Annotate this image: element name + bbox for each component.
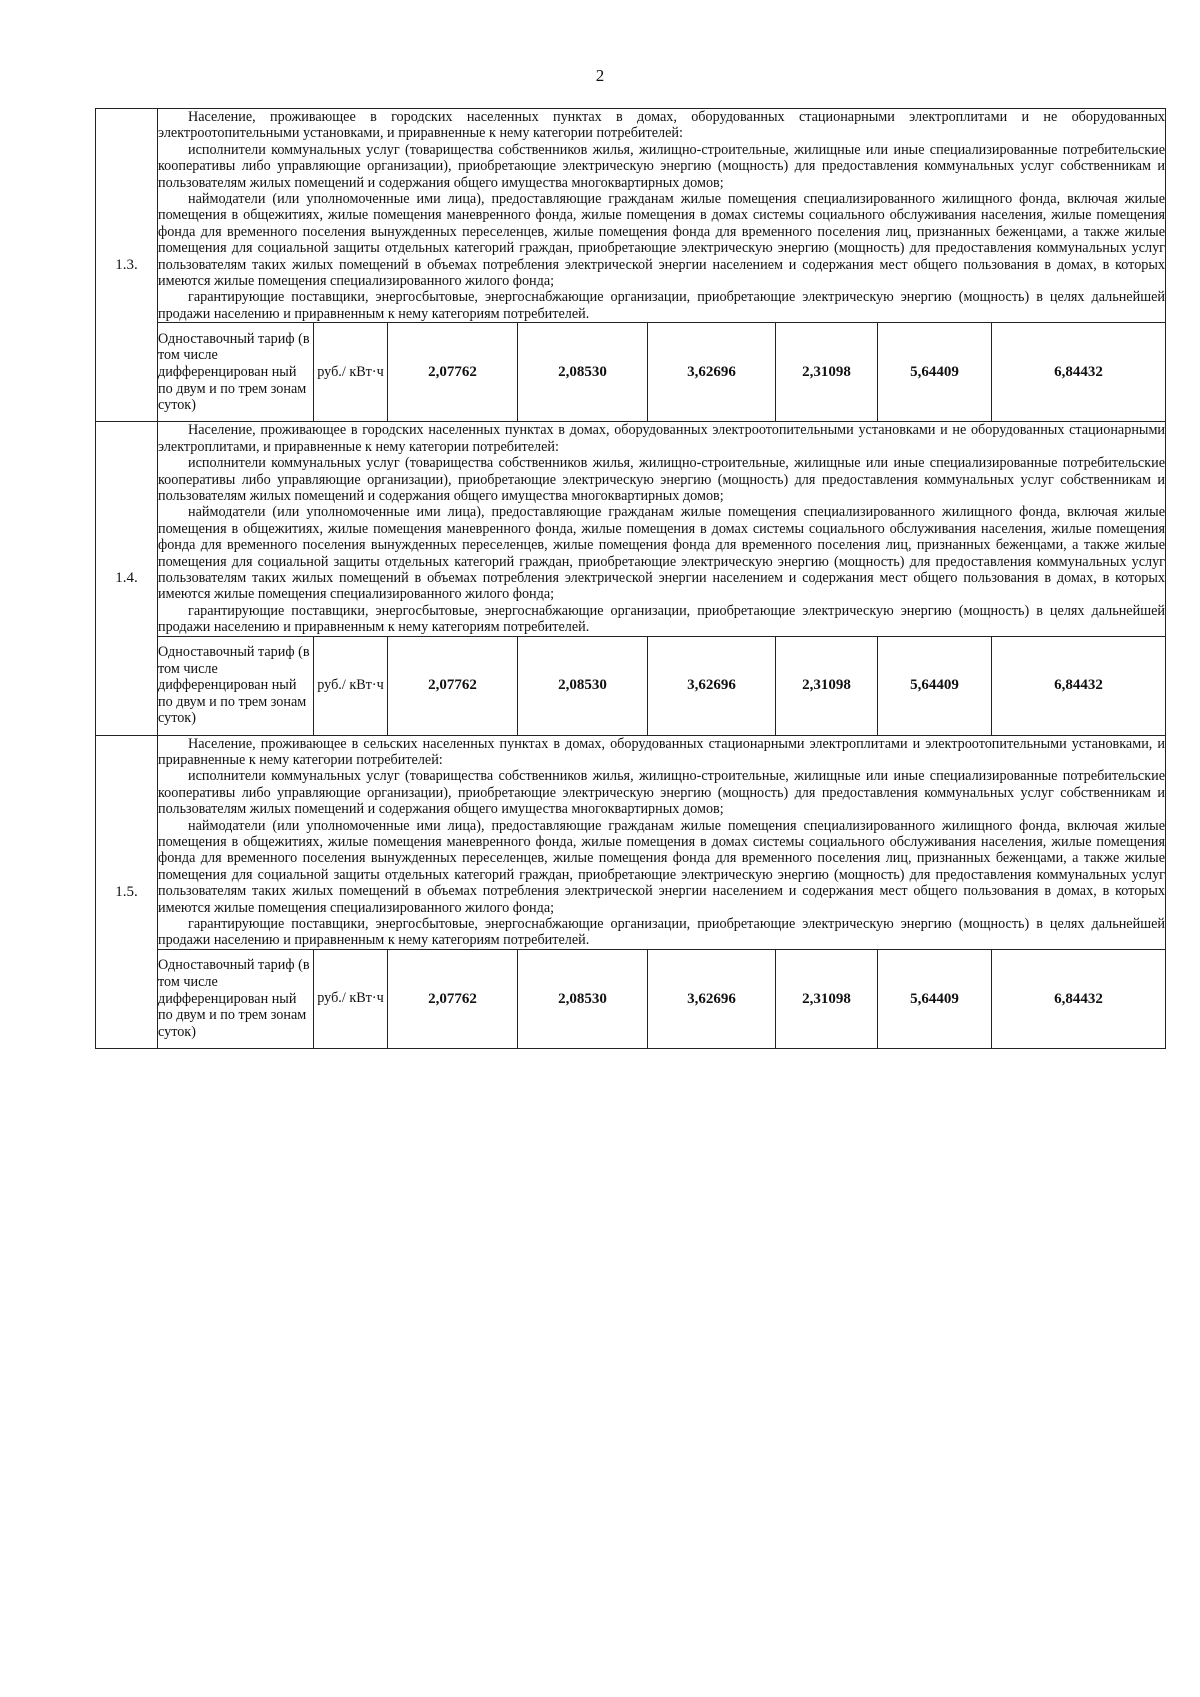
section-description-row bbox=[96, 735, 1166, 949]
section-description bbox=[158, 735, 1166, 949]
tariff-values-row bbox=[96, 949, 1166, 1048]
tariff-label: Одноставочный тариф (в том числе дифференцирован ный по двум и по трем зонам суток) bbox=[158, 949, 314, 1048]
tariff-value: 2,08530 bbox=[518, 636, 648, 735]
description-paragraph: наймодатели (или уполномоченные ими лица), предоставляющие гражданам жилые помещения специализированного жилищного фонда, включая жилые помещения в общежитиях, жилые помещения маневренного фонда, жилые помещения в домах системы социального обслуживания населения, жилые помещения фонда для временного поселения вынужденных переселенцев, жилые помещения фонда для временного поселения лиц, признанных беженцами, а также жилые помещения для социальной защиты отдельных категорий граждан, приобретающие электрическую энергию (мощность) для предоставления коммунальных услуг пользователям таких жилых помещений в объемах потребления электрической энергии населением и содержания мест общего пользования в домах, в которых имеются жилые помещения специализированного жилого фонда; bbox=[158, 504, 1166, 603]
tariff-unit: руб./ кВт·ч bbox=[314, 323, 388, 422]
description-paragraph: исполнители коммунальных услуг (товарищества собственников жилья, жилищно-строительные, жилищные или иные специализированные потребительские кооперативы либо управляющие организации), приобретающие электрическую энергию (мощность) для предоставления коммунальных услуг собственникам и пользователям жилых помещений и содержания общего имущества многоквартирных домов; bbox=[158, 455, 1166, 504]
tariff-value: 2,08530 bbox=[518, 949, 648, 1048]
tariff-value: 6,84432 bbox=[992, 323, 1166, 422]
tariff-unit: руб./ кВт·ч bbox=[314, 949, 388, 1048]
tariff-label: Одноставочный тариф (в том числе дифференцирован ный по двум и по трем зонам суток) bbox=[158, 636, 314, 735]
description-paragraph: Население, проживающее в сельских населенных пунктах в домах, оборудованных стационарными электроплитами и электроотопительными установками, и приравненные к нему категории потребителей: bbox=[158, 735, 1166, 768]
description-paragraph: Население, проживающее в городских населенных пунктах в домах, оборудованных стационарными электроплитами и не оборудованных электроотопительными установками, и приравненные к нему категории потребителей: bbox=[158, 109, 1166, 142]
tariff-value: 5,64409 bbox=[878, 949, 992, 1048]
page-number: 2 bbox=[595, 66, 605, 85]
tariff-value: 2,07762 bbox=[388, 949, 518, 1048]
description-paragraph: исполнители коммунальных услуг (товарищества собственников жилья, жилищно-строительные, жилищные или иные специализированные потребительские кооперативы либо управляющие организации), приобретающие электрическую энергию (мощность) для предоставления коммунальных услуг собственникам и пользователям жилых помещений и содержания общего имущества многоквартирных домов; bbox=[158, 768, 1166, 818]
tariff-label: Одноставочный тариф (в том числе дифференцирован ный по двум и по трем зонам суток) bbox=[158, 323, 314, 422]
tariff-value: 3,62696 bbox=[648, 949, 776, 1048]
tariff-value: 2,31098 bbox=[776, 636, 878, 735]
tariff-value: 2,07762 bbox=[388, 323, 518, 422]
tariff-values-row bbox=[96, 636, 1166, 735]
tariff-values-row bbox=[96, 323, 1166, 422]
description-paragraph: Население, проживающее в городских населенных пунктах в домах, оборудованных электроотопительными установками и не оборудованных стационарными электроплитами, и приравненные к нему категории потребителей: bbox=[158, 422, 1166, 455]
description-paragraph: наймодатели (или уполномоченные ими лица), предоставляющие гражданам жилые помещения специализированного жилищного фонда, включая жилые помещения в общежитиях, жилые помещения маневренного фонда, жилые помещения в домах системы социального обслуживания населения, жилые помещения фонда для временного поселения вынужденных переселенцев, жилые помещения фонда для временного поселения лиц, признанных беженцами, а также жилые помещения для социальной защиты отдельных категорий граждан, приобретающие электрическую энергию (мощность) для предоставления коммунальных услуг пользователям таких жилых помещений в объемах потребления электрической энергии населением и содержания мест общего пользования в домах, в которых имеются жилые помещения специализированного жилого фонда; bbox=[158, 191, 1166, 290]
tariff-value: 2,07762 bbox=[388, 636, 518, 735]
tariff-value: 2,31098 bbox=[776, 323, 878, 422]
tariff-value: 5,64409 bbox=[878, 323, 992, 422]
tariff-value: 5,64409 bbox=[878, 636, 992, 735]
section-number: 1.3. bbox=[96, 109, 158, 422]
description-paragraph: гарантирующие поставщики, энергосбытовые, энергоснабжающие организации, приобретающие электрическую энергию (мощность) в целях дальнейшей продажи населению и приравненным к нему категориям потребителей. bbox=[158, 916, 1166, 949]
tariff-table bbox=[95, 108, 1166, 1049]
tariff-value: 6,84432 bbox=[992, 949, 1166, 1048]
tariff-value: 2,08530 bbox=[518, 323, 648, 422]
section-description-row bbox=[96, 422, 1166, 636]
tariff-value: 6,84432 bbox=[992, 636, 1166, 735]
tariff-value: 3,62696 bbox=[648, 636, 776, 735]
tariff-value: 2,31098 bbox=[776, 949, 878, 1048]
section-number: 1.4. bbox=[96, 422, 158, 735]
description-paragraph: исполнители коммунальных услуг (товарищества собственников жилья, жилищно-строительные, жилищные или иные специализированные потребительские кооперативы либо управляющие организации), приобретающие электрическую энергию (мощность) для предоставления коммунальных услуг собственникам и пользователям жилых помещений и содержания общего имущества многоквартирных домов; bbox=[158, 141, 1166, 191]
section-description-row bbox=[96, 109, 1166, 323]
section-description bbox=[158, 422, 1166, 636]
section-number: 1.5. bbox=[96, 735, 158, 1048]
tariff-value: 3,62696 bbox=[648, 323, 776, 422]
section-description bbox=[158, 109, 1166, 323]
tariff-unit: руб./ кВт·ч bbox=[314, 636, 388, 735]
description-paragraph: наймодатели (или уполномоченные ими лица), предоставляющие гражданам жилые помещения специализированного жилищного фонда, включая жилые помещения в общежитиях, жилые помещения маневренного фонда, жилые помещения в домах системы социального обслуживания населения, жилые помещения фонда для временного поселения вынужденных переселенцев, жилые помещения фонда для временного поселения лиц, признанных беженцами, а также жилые помещения для социальной защиты отдельных категорий граждан, приобретающие электрическую энергию (мощность) для предоставления коммунальных услуг пользователям таких жилых помещений в объемах потребления электрической энергии населением и содержания мест общего пользования в домах, в которых имеются жилые помещения специализированного жилого фонда; bbox=[158, 817, 1166, 916]
description-paragraph: гарантирующие поставщики, энергосбытовые, энергоснабжающие организации, приобретающие электрическую энергию (мощность) в целях дальнейшей продажи населению и приравненным к нему категориям потребителей. bbox=[158, 289, 1166, 322]
description-paragraph: гарантирующие поставщики, энергосбытовые, энергоснабжающие организации, приобретающие электрическую энергию (мощность) в целях дальнейшей продажи населению и приравненным к нему категориям потребителей. bbox=[158, 602, 1166, 636]
